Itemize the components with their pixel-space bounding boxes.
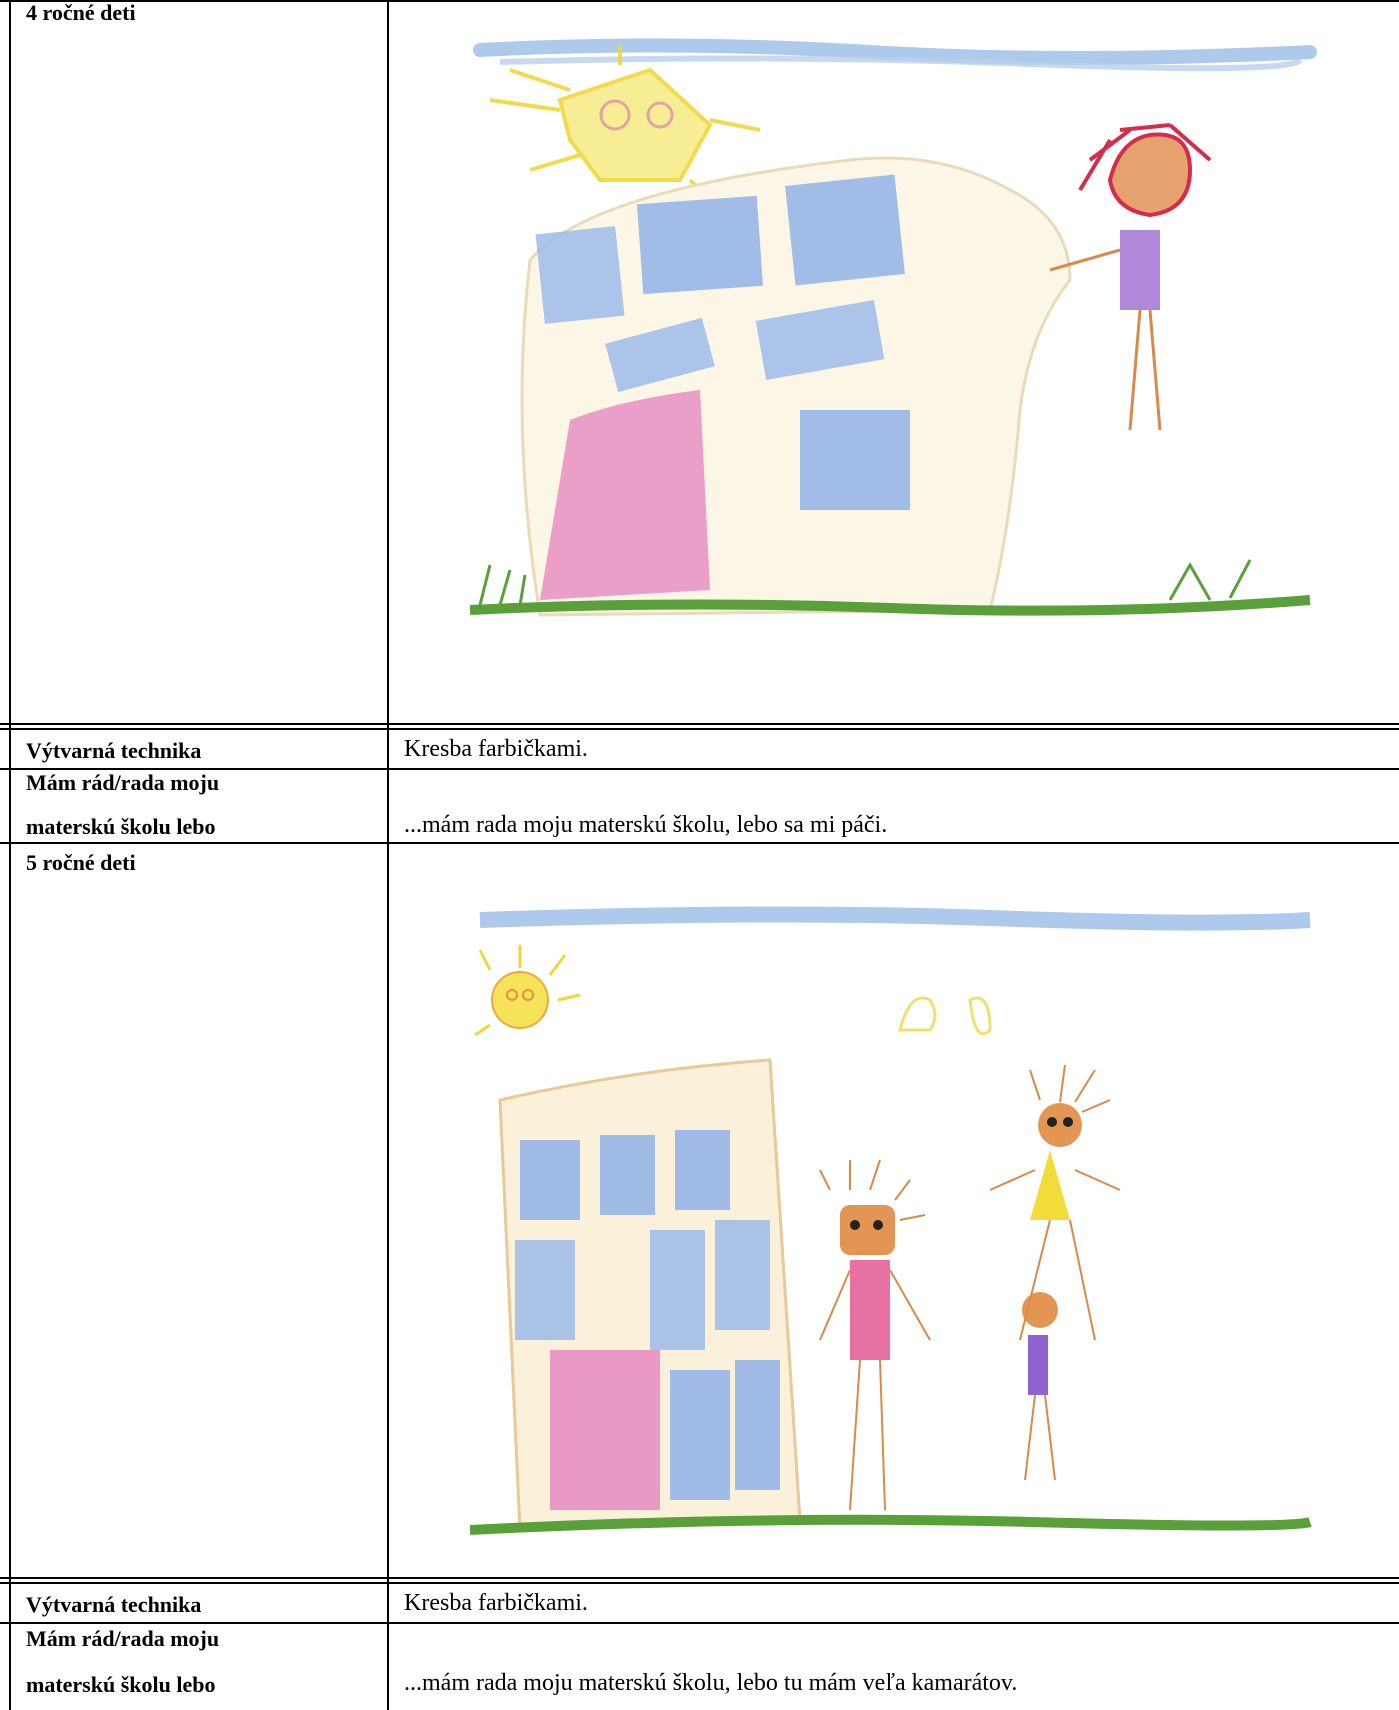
row-divider xyxy=(0,1622,1399,1624)
window xyxy=(800,410,910,510)
child-drawing-kindergarten xyxy=(470,30,1320,670)
technique-value: Kresba farbičkami. xyxy=(404,1590,588,1616)
section-divider xyxy=(0,1577,1399,1579)
window xyxy=(520,1140,580,1220)
section-divider xyxy=(0,728,1399,730)
like-label-line2: materskú školu lebo xyxy=(26,1672,216,1697)
like-value: ...mám rada moju materskú školu, lebo sa mi páči. xyxy=(404,812,888,838)
window xyxy=(785,175,905,286)
table-border-top xyxy=(0,0,1399,2)
window xyxy=(650,1230,705,1350)
sky-stroke xyxy=(480,45,1310,58)
grass xyxy=(470,1520,1310,1530)
window xyxy=(675,1130,730,1210)
section-divider xyxy=(0,1582,1399,1584)
window xyxy=(637,196,763,294)
person-figure xyxy=(820,1160,930,1510)
technique-label: Výtvarná technika xyxy=(26,1592,202,1617)
sun xyxy=(475,945,580,1035)
table-border-left xyxy=(9,0,11,1710)
technique-label: Výtvarná technika xyxy=(26,738,202,763)
like-value: ...mám rada moju materskú školu, lebo tu mám veľa kamarátov. xyxy=(404,1670,1018,1696)
person-figure xyxy=(990,1065,1120,1340)
person-figure xyxy=(1050,125,1210,430)
window xyxy=(536,226,625,324)
window xyxy=(735,1360,780,1490)
row-divider xyxy=(0,842,1399,844)
window xyxy=(715,1220,770,1330)
person-figure xyxy=(1022,1292,1058,1480)
like-label-line1: Mám rád/rada moju xyxy=(26,770,220,795)
window xyxy=(670,1370,730,1500)
age-heading: 5 ročné deti xyxy=(26,850,136,875)
section-divider xyxy=(0,723,1399,725)
sky-stroke xyxy=(480,914,1310,922)
like-label-line2: materskú školu lebo xyxy=(26,814,216,839)
window xyxy=(600,1135,655,1215)
table-column-divider xyxy=(387,0,389,1710)
technique-value: Kresba farbičkami. xyxy=(404,736,588,762)
door xyxy=(550,1350,660,1510)
age-heading: 4 ročné deti xyxy=(26,0,136,25)
window xyxy=(515,1240,575,1340)
child-drawing-kindergarten xyxy=(470,890,1320,1550)
like-label-line1: Mám rád/rada moju xyxy=(26,1626,220,1651)
